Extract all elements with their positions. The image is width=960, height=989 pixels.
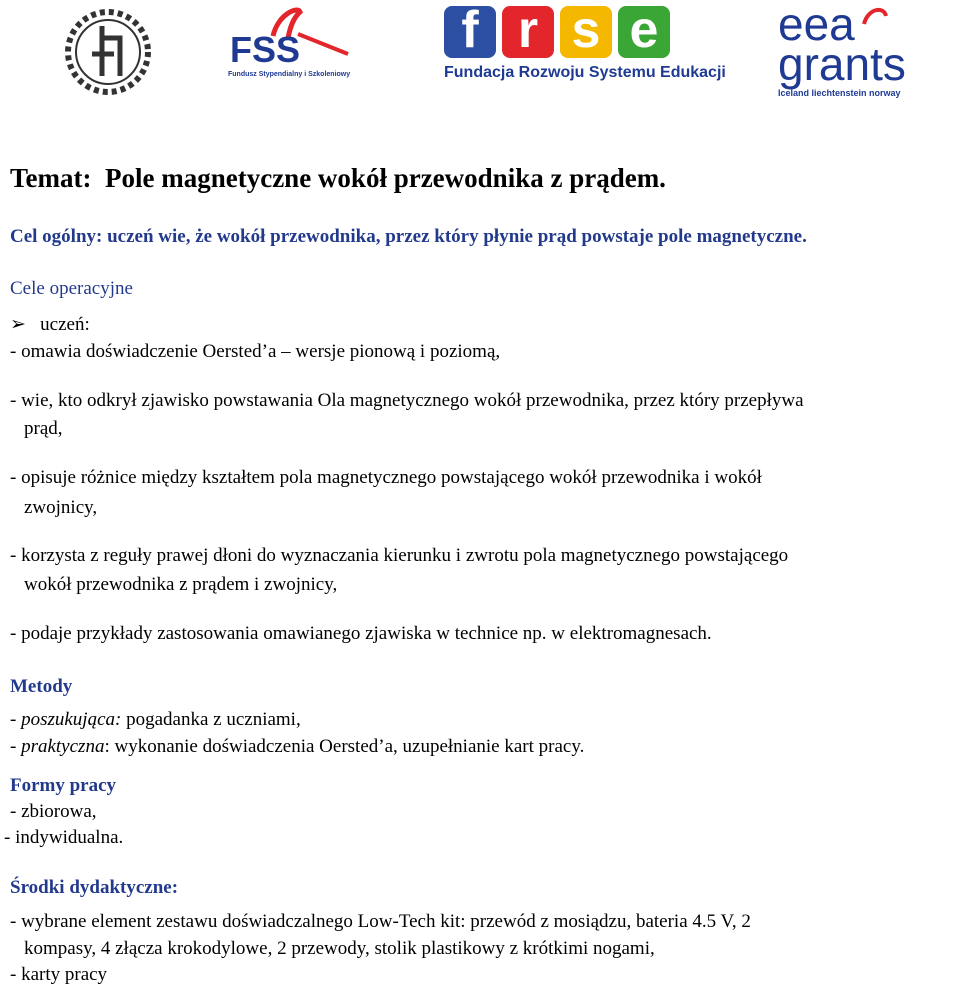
fss-swoosh-icon <box>228 4 353 64</box>
fss-logo <box>228 4 353 78</box>
eea-countries: Iceland liechtenstein norway <box>778 88 901 98</box>
frse-letter-e: e <box>618 6 670 58</box>
eea-swirl-icon <box>860 4 890 30</box>
teaching-aid-item: - karty pracy <box>10 964 108 985</box>
general-goal: Cel ogólny: uczeń wie, że wokół przewodnika, przez który płynie prąd powstaje pole magnetyczne. <box>10 226 807 247</box>
frse-letter-r: r <box>502 6 554 58</box>
cog-emblem-icon <box>62 4 154 104</box>
teaching-aid-item: - wybrane element zestawu doświadczalnego Low-Tech kit: przewód z mosiądzu, bateria 4.5 V, 2 <box>10 911 751 932</box>
fss-subtitle: Fundusz Stypendialny i Szkoleniowy <box>228 71 351 78</box>
method-text: pogadanka z uczniami, <box>121 709 301 730</box>
grants-word: grants <box>778 38 906 90</box>
arrow-bullet-icon: ➢ <box>10 314 26 335</box>
goal-item: - omawia doświadczenie Oersted’a – wersje pionową i poziomą, <box>10 341 501 362</box>
goal-item: - podaje przykłady zastosowania omawianego zjawiska w technice np. w elektromagnesach. <box>10 623 712 644</box>
method-text: : wykonanie doświadczenia Oersted’a, uzupełnianie kart pracy. <box>104 736 585 757</box>
methods-heading: Metody <box>10 676 73 697</box>
work-form-item: - indywidualna. <box>4 827 124 848</box>
operational-goals-heading: Cele operacyjne <box>10 278 133 299</box>
goal-item-continuation: wokół przewodnika z prądem i zwojnicy, <box>24 574 338 595</box>
goal-item-continuation: prąd, <box>24 418 63 439</box>
frse-letter-s: s <box>560 6 612 58</box>
topic-line <box>10 163 666 194</box>
frse-letter-f: f <box>444 6 496 58</box>
eea-word: eea <box>778 0 855 50</box>
goal-item: - wie, kto odkrył zjawisko powstawania Ola magnetycznego wokół przewodnika, przez który przepływa <box>10 390 804 411</box>
method-item <box>10 736 584 758</box>
method-name: poszukująca: <box>21 709 122 730</box>
method-name: praktyczna <box>21 736 105 757</box>
dash: - <box>10 709 22 730</box>
emblem-logo <box>62 4 154 109</box>
method-item <box>10 709 301 731</box>
topic-label: Temat: <box>10 163 92 193</box>
goal-item: - korzysta z reguły prawej dłoni do wyznaczania kierunku i zwrotu pola magnetycznego powstającego <box>10 545 789 566</box>
eea-grants-logo <box>778 0 906 98</box>
topic-text: Pole magnetyczne wokół przewodnika z prądem. <box>105 163 666 193</box>
dash: - <box>10 736 22 757</box>
frse-logo <box>444 1 726 82</box>
logo-bar <box>0 0 960 110</box>
frse-caption: Fundacja Rozwoju Systemu Edukacji <box>444 64 726 81</box>
student-label-line <box>10 313 90 336</box>
fss-acronym: FSS <box>230 29 301 64</box>
goal-item-continuation: zwojnicy, <box>24 497 98 518</box>
student-label: uczeń: <box>40 314 90 335</box>
work-forms-heading: Formy pracy <box>10 775 117 796</box>
goal-item: - opisuje różnice między kształtem pola magnetycznego powstającego wokół przewodnika i wokół <box>10 467 762 488</box>
teaching-aids-heading: Środki dydaktyczne: <box>10 877 179 898</box>
teaching-aid-continuation: kompasy, 4 złącza krokodylowe, 2 przewody, stolik plastikowy z krótkimi nogami, <box>24 938 655 959</box>
work-form-item: - zbiorowa, <box>10 801 97 822</box>
